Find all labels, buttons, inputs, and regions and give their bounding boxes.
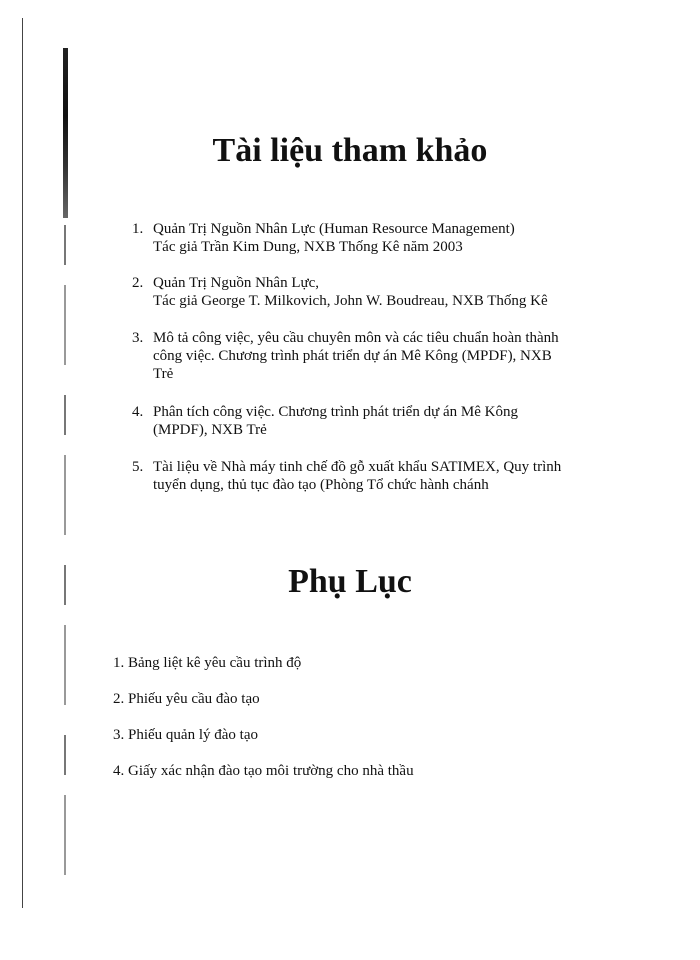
reference-line: công việc. Chương trình phát triển dự án Mê Kông (MPDF), NXB <box>153 348 552 364</box>
reference-number: 3. <box>132 330 144 346</box>
reference-item <box>132 403 602 439</box>
reference-item <box>132 220 602 256</box>
reference-item <box>132 329 602 383</box>
reference-number: 1. <box>132 221 144 237</box>
reference-line: Phân tích công việc. Chương trình phát triển dự án Mê Kông <box>153 404 518 420</box>
reference-item <box>132 274 602 310</box>
reference-line: Mô tả công việc, yêu cầu chuyên môn và các tiêu chuẩn hoàn thành <box>153 330 559 346</box>
reference-line: Quản Trị Nguồn Nhân Lực, <box>153 275 320 291</box>
reference-line: Tác giả Trần Kim Dung, NXB Thống Kê năm 2003 <box>153 239 463 255</box>
appendix-item: 2. Phiếu yêu cầu đào tạo <box>113 691 260 707</box>
reference-number: 4. <box>132 404 144 420</box>
reference-line: Quản Trị Nguồn Nhân Lực (Human Resource Management) <box>153 221 515 237</box>
appendix-item: 4. Giấy xác nhận đào tạo môi trường cho nhà thầu <box>113 763 414 779</box>
reference-line: (MPDF), NXB Trẻ <box>153 422 267 438</box>
appendix-list <box>113 654 613 798</box>
reference-number: 2. <box>132 275 144 291</box>
reference-number: 5. <box>132 459 144 475</box>
reference-line: Tài liệu về Nhà máy tinh chế đồ gỗ xuất khẩu SATIMEX, Quy trình <box>153 459 562 475</box>
appendix-item: 3. Phiếu quản lý đào tạo <box>113 727 258 743</box>
reference-item <box>132 458 602 494</box>
reference-line: tuyển dụng, thủ tục đào tạo (Phòng Tổ chức hành chánh <box>153 477 489 493</box>
references-title: Tài liệu tham khảo <box>212 132 488 169</box>
reference-line: Trẻ <box>153 366 174 382</box>
appendix-title: Phụ Lục <box>288 563 412 600</box>
appendix-item: 1. Bảng liệt kê yêu cầu trình độ <box>113 655 302 671</box>
reference-line: Tác giả George T. Milkovich, John W. Boudreau, NXB Thống Kê <box>153 293 548 309</box>
references-list <box>132 220 602 494</box>
